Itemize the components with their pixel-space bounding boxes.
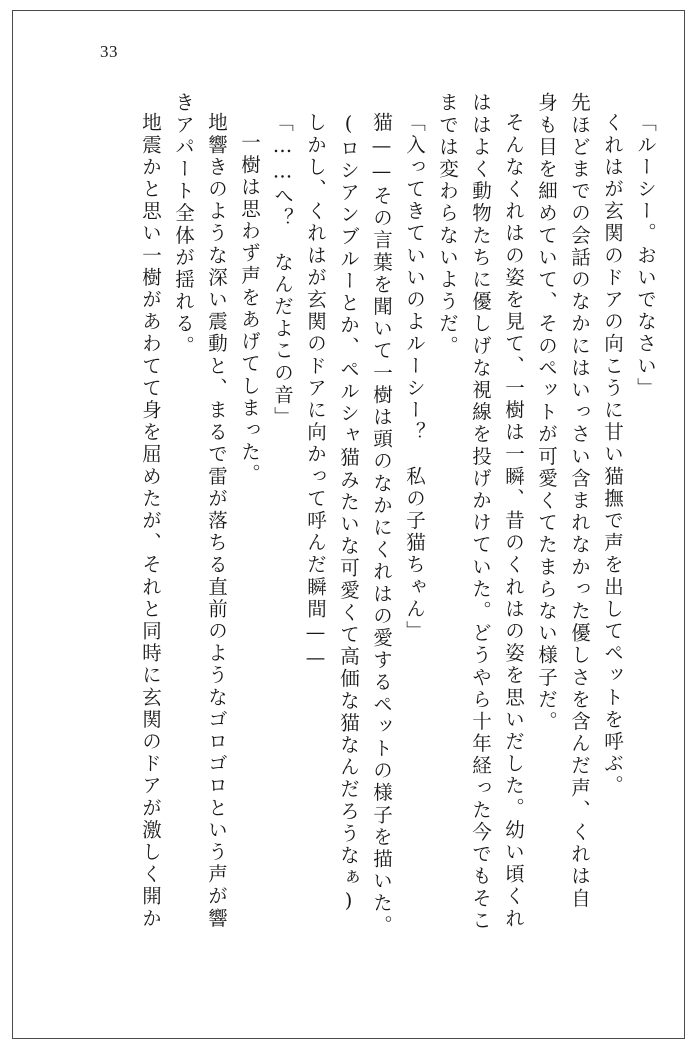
text-line: きアパート全体が揺れる。 bbox=[172, 92, 195, 358]
text-line: しかし、くれはが玄関のドアに向かって呼んだ瞬間—— bbox=[304, 112, 327, 672]
text-line: 「……へ？ なんだよこの音」 bbox=[271, 112, 294, 429]
text-line: そんなくれはの姿を見て、一樹は一瞬、昔のくれはの姿を思いだした。幼い頃くれ bbox=[502, 112, 525, 930]
text-line: 一樹は思わず声をあげてしまった。 bbox=[238, 132, 261, 486]
text-line: 身も目を細めていて、そのペットが可愛くてたまらない様子だ。 bbox=[535, 92, 558, 733]
text-line: 地震かと思い一樹があわてて身を屈めたが、それと同時に玄関のドアが激しく開か bbox=[139, 112, 162, 930]
text-line: 「ルーシー。おいでなさい」 bbox=[634, 112, 657, 400]
text-line: (ロシアンブルーとか、ペルシャ猫みたいな可愛くて高価な猫なんだろうなぁ) bbox=[337, 112, 360, 915]
text-line: までは変わらないようだ。 bbox=[436, 92, 459, 358]
text-line: くれはが玄関のドアの向こうに甘い猫撫で声を出してペットを呼ぶ。 bbox=[601, 112, 624, 798]
vertical-text-block bbox=[55, 92, 655, 992]
text-line: 先ほどまでの会話のなかにはいっさい含まれなかった優しさを含んだ声、くれは自 bbox=[568, 92, 591, 910]
text-line: 「入ってきていいのよルーシー？ 私の子猫ちゃん」 bbox=[403, 112, 426, 643]
text-line: ははよく動物たちに優しげな視線を投げかけていた。どうやら十年経った今でもそこ bbox=[469, 92, 492, 932]
text-line: 地響きのような深い震動と、まるで雷が落ちる直前のようなゴロゴロという声が響 bbox=[205, 112, 228, 930]
text-line: 猫——その言葉を聞いて一樹は頭のなかにくれはの愛するペットの様子を描いた。 bbox=[370, 112, 393, 937]
page-number: 33 bbox=[100, 42, 118, 61]
